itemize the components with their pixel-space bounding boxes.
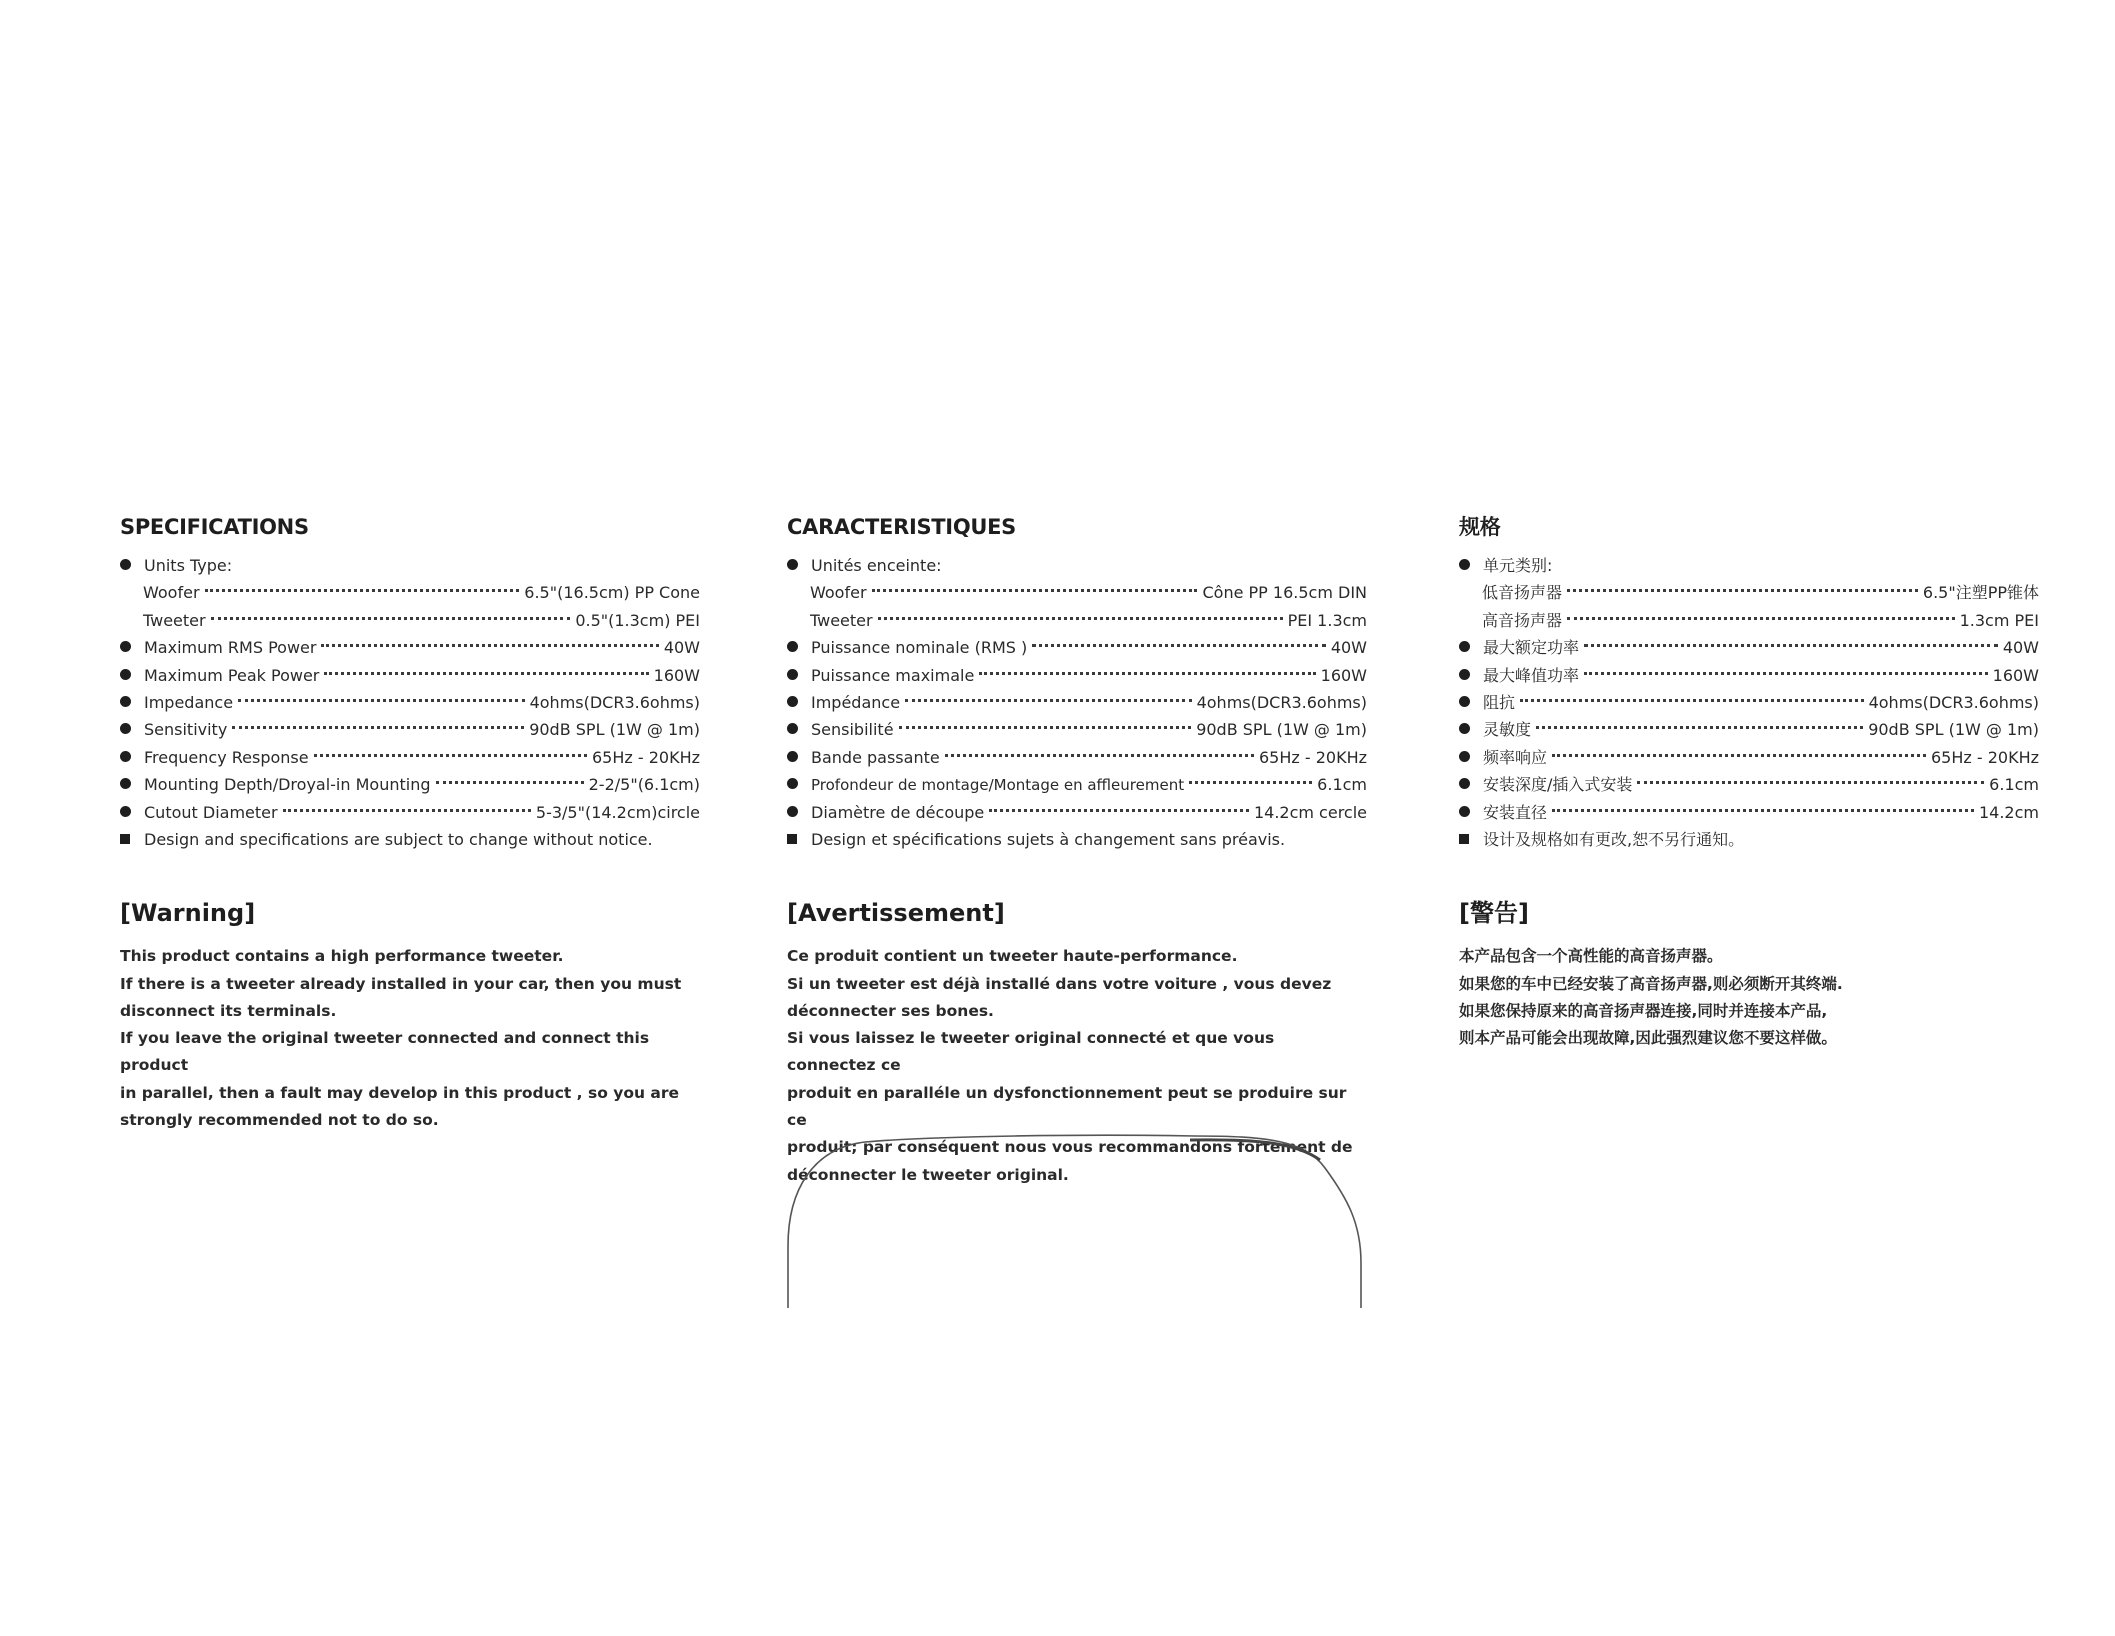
spec-value: 65Hz - 20KHz: [1930, 747, 2039, 767]
bullet-icon: [120, 560, 144, 571]
spec-label: Tweeter: [810, 610, 873, 630]
bullet-icon: [1459, 752, 1483, 763]
dotted-leader: [979, 672, 1315, 675]
bullet-icon: [1459, 560, 1483, 571]
bullet-icon: [120, 807, 144, 818]
bullet-icon: [787, 670, 811, 681]
spec-woofer: [1459, 579, 2039, 606]
spec-impedance: [1459, 689, 2039, 716]
spec-value: 40W: [2002, 638, 2039, 658]
warning-line: 如果您的车中已经安装了高音扬声器,则必须断开其终端.: [1459, 974, 1843, 993]
spec-value: 0.5"(1.3cm) PEI: [575, 610, 700, 630]
spec-label: Units Type:: [144, 556, 233, 575]
warning-line: This product contains a high performance tweeter.: [120, 947, 564, 966]
spec-value: 65Hz - 20KHz: [591, 747, 700, 767]
spec-units-type: [1459, 552, 2039, 579]
bullet-icon: [1459, 779, 1483, 790]
spec-label: Mounting Depth/Droyal-in Mounting: [144, 775, 431, 795]
spec-mounting-depth: [787, 771, 1367, 798]
chinese-column: [1459, 512, 2039, 1052]
spec-label: Profondeur de montage/Montage en affleurement: [811, 776, 1185, 795]
dotted-leader: [321, 644, 658, 647]
specifications-title: SPECIFICATIONS: [120, 515, 309, 539]
spec-label: Woofer: [143, 583, 200, 603]
dotted-leader: [211, 617, 571, 620]
warning-line: If there is a tweeter already installed in your car, then you must: [120, 974, 682, 993]
spec-label: 灵敏度: [1483, 720, 1532, 740]
warning-line: produit; par conséquent nous vous recommandons fortement de: [787, 1138, 1353, 1157]
spec-sensitivity: [1459, 716, 2039, 743]
dotted-leader: [205, 589, 520, 592]
warning-body: [1459, 943, 2039, 1052]
dotted-leader: [1637, 781, 1984, 784]
spec-value: 4ohms(DCR3.6ohms): [1196, 692, 1367, 712]
warning-line: strongly recommended not to do so.: [120, 1111, 439, 1130]
bullet-icon: [1459, 807, 1483, 818]
spec-label: 最大额定功率: [1483, 638, 1580, 658]
bullet-icon: [787, 724, 811, 735]
note-text: Design et spécifications sujets à changement sans préavis.: [811, 829, 1286, 849]
bullet-icon: [787, 779, 811, 790]
spec-value: PEI 1.3cm: [1287, 610, 1367, 630]
warning-line: Ce produit contient un tweeter haute-performance.: [787, 947, 1238, 966]
warning-line: Si vous laissez le tweeter original connecté et que vous connectez ce: [787, 1029, 1275, 1075]
warning-body: [120, 943, 700, 1134]
spec-value: 65Hz - 20KHz: [1258, 747, 1367, 767]
spec-tweeter: [1459, 607, 2039, 634]
spec-sensitivity: [120, 716, 700, 743]
spec-units-type: [120, 552, 700, 579]
spec-label: Sensitivity: [144, 720, 228, 740]
warning-line: Si un tweeter est déjà installé dans votre voiture , vous devez: [787, 974, 1332, 993]
spec-note: [1459, 826, 2039, 853]
spec-tweeter: [120, 607, 700, 634]
warning-line: déconnecter ses bones.: [787, 1001, 994, 1020]
spec-value: 160W: [653, 665, 700, 685]
spec-value: 6.5"(16.5cm) PP Cone: [524, 583, 700, 603]
bullet-icon: [120, 779, 144, 790]
dotted-leader: [989, 809, 1249, 812]
spec-note: [120, 826, 700, 853]
spec-value: 6.1cm: [1317, 775, 1367, 795]
spec-value: 90dB SPL (1W @ 1m): [1196, 720, 1367, 740]
spec-frequency-response: [787, 744, 1367, 771]
warning-title: [Avertissement]: [787, 899, 1005, 928]
spec-label: Unités enceinte:: [811, 556, 942, 575]
warning-line: 本产品包含一个高性能的高音扬声器。: [1459, 947, 1723, 966]
dotted-leader: [945, 754, 1254, 757]
spec-label: Bande passante: [811, 747, 940, 767]
spec-label: 最大峰值功率: [1483, 665, 1580, 685]
spec-tweeter: [787, 607, 1367, 634]
spec-impedance: [787, 689, 1367, 716]
spec-label: Impedance: [144, 692, 234, 712]
spec-value: 1.3cm PEI: [1959, 610, 2039, 630]
spec-cutout-diameter: [787, 799, 1367, 826]
caracteristiques-title: CARACTERISTIQUES: [787, 515, 1016, 539]
warning-line: déconnecter le tweeter original.: [787, 1165, 1069, 1184]
spec-woofer: [787, 579, 1367, 606]
spec-mounting-depth: [1459, 771, 2039, 798]
dotted-leader: [905, 699, 1192, 702]
dotted-leader: [1032, 644, 1326, 647]
spec-label: Maximum Peak Power: [144, 665, 320, 685]
spec-label: Tweeter: [143, 610, 206, 630]
bullet-icon: [787, 642, 811, 653]
warning-line: 则本产品可能会出现故障,因此强烈建议您不要这样做。: [1459, 1029, 1837, 1048]
warning-line: produit en paralléle un dysfonctionnement peut se produire sur ce: [787, 1083, 1347, 1130]
bullet-icon: [1459, 697, 1483, 708]
dotted-leader: [1552, 809, 1974, 812]
french-column: [787, 512, 1367, 1189]
spec-impedance: [120, 689, 700, 716]
dotted-leader: [1520, 699, 1864, 702]
bullet-icon: [787, 752, 811, 763]
warning-line: 如果您保持原来的高音扬声器连接,同时并连接本产品,: [1459, 1001, 1828, 1020]
dotted-leader: [324, 672, 648, 675]
bullet-icon: [120, 697, 144, 708]
package-cutout-outline: [785, 1128, 1365, 1308]
spec-label: 高音扬声器: [1482, 610, 1563, 630]
spec-value: 160W: [1320, 665, 1367, 685]
spec-value: 14.2cm cercle: [1253, 802, 1367, 822]
dotted-leader: [1536, 726, 1863, 729]
spec-peak-power: [120, 662, 700, 689]
dotted-leader: [1584, 644, 1998, 647]
bullet-icon: [1459, 642, 1483, 653]
dotted-leader: [1584, 672, 1988, 675]
dotted-leader: [1567, 617, 1955, 620]
dotted-leader: [899, 726, 1192, 729]
spec-label: Frequency Response: [144, 747, 309, 767]
dotted-leader: [238, 699, 525, 702]
spec-note: [787, 826, 1367, 853]
dotted-leader: [1552, 754, 1926, 757]
spec-label: Impédance: [811, 692, 901, 712]
spec-value: 40W: [1330, 638, 1367, 658]
bullet-icon: [787, 560, 811, 571]
spec-value: 160W: [1992, 665, 2039, 685]
spec-label: Diamètre de découpe: [811, 802, 985, 822]
spec-value: 6.5"注塑PP锥体: [1922, 583, 2039, 603]
dotted-leader: [314, 754, 587, 757]
square-bullet-icon: [787, 835, 811, 845]
spec-rms-power: [1459, 634, 2039, 661]
bullet-icon: [120, 670, 144, 681]
spec-label: Puissance maximale: [811, 665, 975, 685]
spec-value: 90dB SPL (1W @ 1m): [529, 720, 700, 740]
square-bullet-icon: [120, 835, 144, 845]
bullet-icon: [1459, 670, 1483, 681]
spec-cutout-diameter: [1459, 799, 2039, 826]
spec-label: 单元类别:: [1483, 556, 1553, 575]
spec-cutout-diameter: [120, 799, 700, 826]
guige-list: [1459, 552, 2039, 853]
dotted-leader: [436, 781, 584, 784]
bullet-icon: [1459, 724, 1483, 735]
spec-label: 频率响应: [1483, 747, 1548, 767]
note-text: 设计及规格如有更改,恕不另行通知。: [1483, 829, 1745, 849]
dotted-leader: [878, 617, 1283, 620]
bullet-icon: [787, 807, 811, 818]
spec-label: Sensibilité: [811, 720, 894, 740]
dotted-leader: [232, 726, 524, 729]
dotted-leader: [872, 589, 1198, 592]
spec-peak-power: [787, 662, 1367, 689]
spec-value: 14.2cm: [1978, 802, 2039, 822]
square-bullet-icon: [1459, 835, 1483, 845]
warning-title: [警告]: [1459, 899, 1529, 928]
warning-line: If you leave the original tweeter connected and connect this product: [120, 1029, 650, 1075]
spec-frequency-response: [120, 744, 700, 771]
spec-value: 5-3/5"(14.2cm)circle: [535, 802, 700, 822]
spec-label: Maximum RMS Power: [144, 638, 317, 658]
spec-rms-power: [787, 634, 1367, 661]
dotted-leader: [1189, 781, 1312, 784]
spec-value: 6.1cm: [1989, 775, 2039, 795]
bullet-icon: [120, 642, 144, 653]
spec-mounting-depth: [120, 771, 700, 798]
spec-label: 阻抗: [1483, 692, 1516, 712]
warning-line: in parallel, then a fault may develop in this product , so you are: [120, 1083, 680, 1102]
bullet-icon: [120, 752, 144, 763]
dotted-leader: [1567, 589, 1918, 592]
guige-title: 规格: [1459, 515, 1501, 539]
spec-value: 90dB SPL (1W @ 1m): [1868, 720, 2039, 740]
spec-label: Cutout Diameter: [144, 802, 278, 822]
warning-line: disconnect its terminals.: [120, 1001, 337, 1020]
spec-label: 安装直径: [1483, 802, 1548, 822]
bullet-icon: [787, 697, 811, 708]
spec-label: Woofer: [810, 583, 867, 603]
spec-value: 40W: [663, 638, 700, 658]
spec-value: 4ohms(DCR3.6ohms): [1868, 692, 2039, 712]
specifications-list: [120, 552, 700, 853]
warning-title: [Warning]: [120, 899, 256, 928]
bullet-icon: [120, 724, 144, 735]
spec-value: 4ohms(DCR3.6ohms): [529, 692, 700, 712]
spec-value: 2-2/5"(6.1cm): [588, 775, 700, 795]
note-text: Design and specifications are subject to change without notice.: [144, 829, 653, 849]
dotted-leader: [283, 809, 531, 812]
english-column: [120, 512, 700, 1134]
spec-value: Cône PP 16.5cm DIN: [1202, 583, 1367, 603]
spec-label: 安装深度/插入式安装: [1483, 775, 1633, 795]
spec-rms-power: [120, 634, 700, 661]
spec-sensitivity: [787, 716, 1367, 743]
spec-woofer: [120, 579, 700, 606]
spec-label: 低音扬声器: [1482, 583, 1563, 603]
spec-units-type: [787, 552, 1367, 579]
spec-label: Puissance nominale (RMS ): [811, 638, 1028, 658]
caracteristiques-list: [787, 552, 1367, 853]
spec-frequency-response: [1459, 744, 2039, 771]
spec-peak-power: [1459, 662, 2039, 689]
